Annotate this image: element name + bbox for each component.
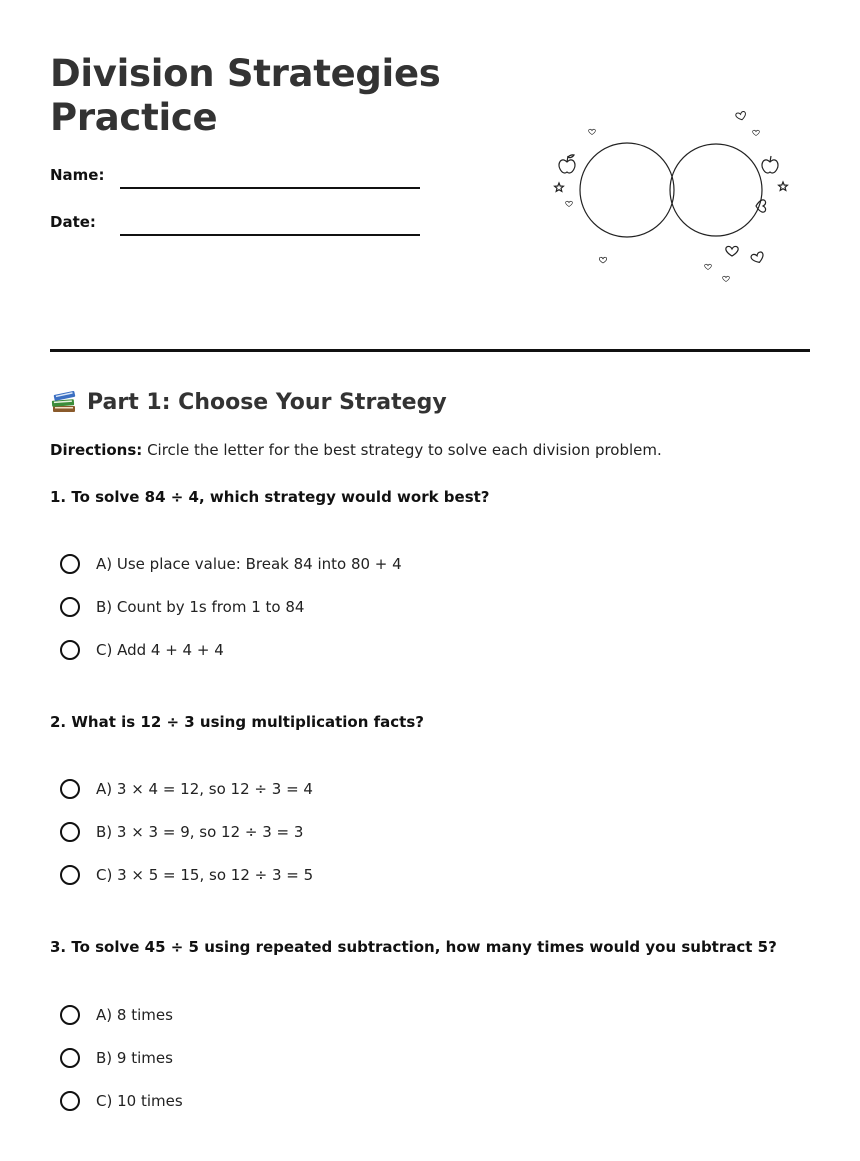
question-2-option-b[interactable]	[60, 822, 303, 842]
radio-circle[interactable]	[60, 779, 80, 799]
option-label: B) 3 × 3 = 9, so 12 ÷ 3 = 3	[96, 823, 304, 841]
decorative-illustration	[545, 105, 795, 290]
heart-icon	[705, 264, 712, 269]
heart-icon	[726, 246, 738, 256]
date-label: Date:	[50, 213, 96, 231]
question-1: 1. To solve 84 ÷ 4, which strategy would work best?	[50, 488, 490, 506]
question-3-option-c[interactable]	[60, 1091, 183, 1111]
radio-circle[interactable]	[60, 1091, 80, 1111]
question-1-option-b[interactable]	[60, 597, 304, 617]
radio-circle[interactable]	[60, 597, 80, 617]
radio-circle[interactable]	[60, 1005, 80, 1025]
option-label: A) 3 × 4 = 12, so 12 ÷ 3 = 4	[96, 780, 313, 798]
date-line[interactable]	[120, 234, 420, 236]
option-label: B) 9 times	[96, 1049, 173, 1067]
apple-icon	[762, 156, 778, 173]
heart-icon	[753, 130, 760, 135]
left-circle-outline	[580, 143, 674, 237]
heart-icon	[750, 251, 765, 264]
radio-circle[interactable]	[60, 554, 80, 574]
option-label: C) Add 4 + 4 + 4	[96, 641, 224, 659]
question-1-option-c[interactable]	[60, 640, 224, 660]
page-title: Division Strategies Practice	[50, 52, 441, 139]
heart-icon	[589, 129, 596, 134]
heart-icon	[566, 201, 573, 206]
apple-icon	[559, 155, 575, 173]
radio-circle[interactable]	[60, 1048, 80, 1068]
question-2-option-c[interactable]	[60, 865, 313, 885]
part-heading	[50, 388, 447, 416]
radio-circle[interactable]	[60, 640, 80, 660]
question-3-option-b[interactable]	[60, 1048, 173, 1068]
directions-text: Circle the letter for the best strategy to solve each division problem.	[147, 441, 662, 459]
question-2-option-a[interactable]	[60, 779, 313, 799]
star-icon	[555, 183, 564, 191]
section-divider	[50, 349, 810, 352]
question-3: 3. To solve 45 ÷ 5 using repeated subtraction, how many times would you subtract 5?	[50, 938, 777, 956]
radio-circle[interactable]	[60, 822, 80, 842]
option-label: C) 3 × 5 = 15, so 12 ÷ 3 = 5	[96, 866, 314, 884]
directions	[50, 441, 662, 459]
part-heading-text: Part 1: Choose Your Strategy	[87, 389, 447, 415]
option-label: B) Count by 1s from 1 to 84	[96, 598, 305, 616]
heart-icon	[735, 111, 746, 121]
question-3-option-a[interactable]	[60, 1005, 173, 1025]
option-label: C) 10 times	[96, 1092, 183, 1110]
option-label: A) Use place value: Break 84 into 80 + 4	[96, 555, 402, 573]
name-label: Name:	[50, 166, 105, 184]
star-icon	[779, 182, 788, 190]
question-1-option-a[interactable]	[60, 554, 402, 574]
question-2: 2. What is 12 ÷ 3 using multiplication facts?	[50, 713, 424, 731]
radio-circle[interactable]	[60, 865, 80, 885]
heart-icon	[599, 257, 606, 263]
name-line[interactable]	[120, 187, 420, 189]
right-circle-outline	[670, 144, 762, 236]
option-label: A) 8 times	[96, 1006, 173, 1024]
books-icon	[50, 388, 78, 416]
directions-label: Directions:	[50, 441, 143, 459]
heart-icon	[723, 276, 730, 281]
